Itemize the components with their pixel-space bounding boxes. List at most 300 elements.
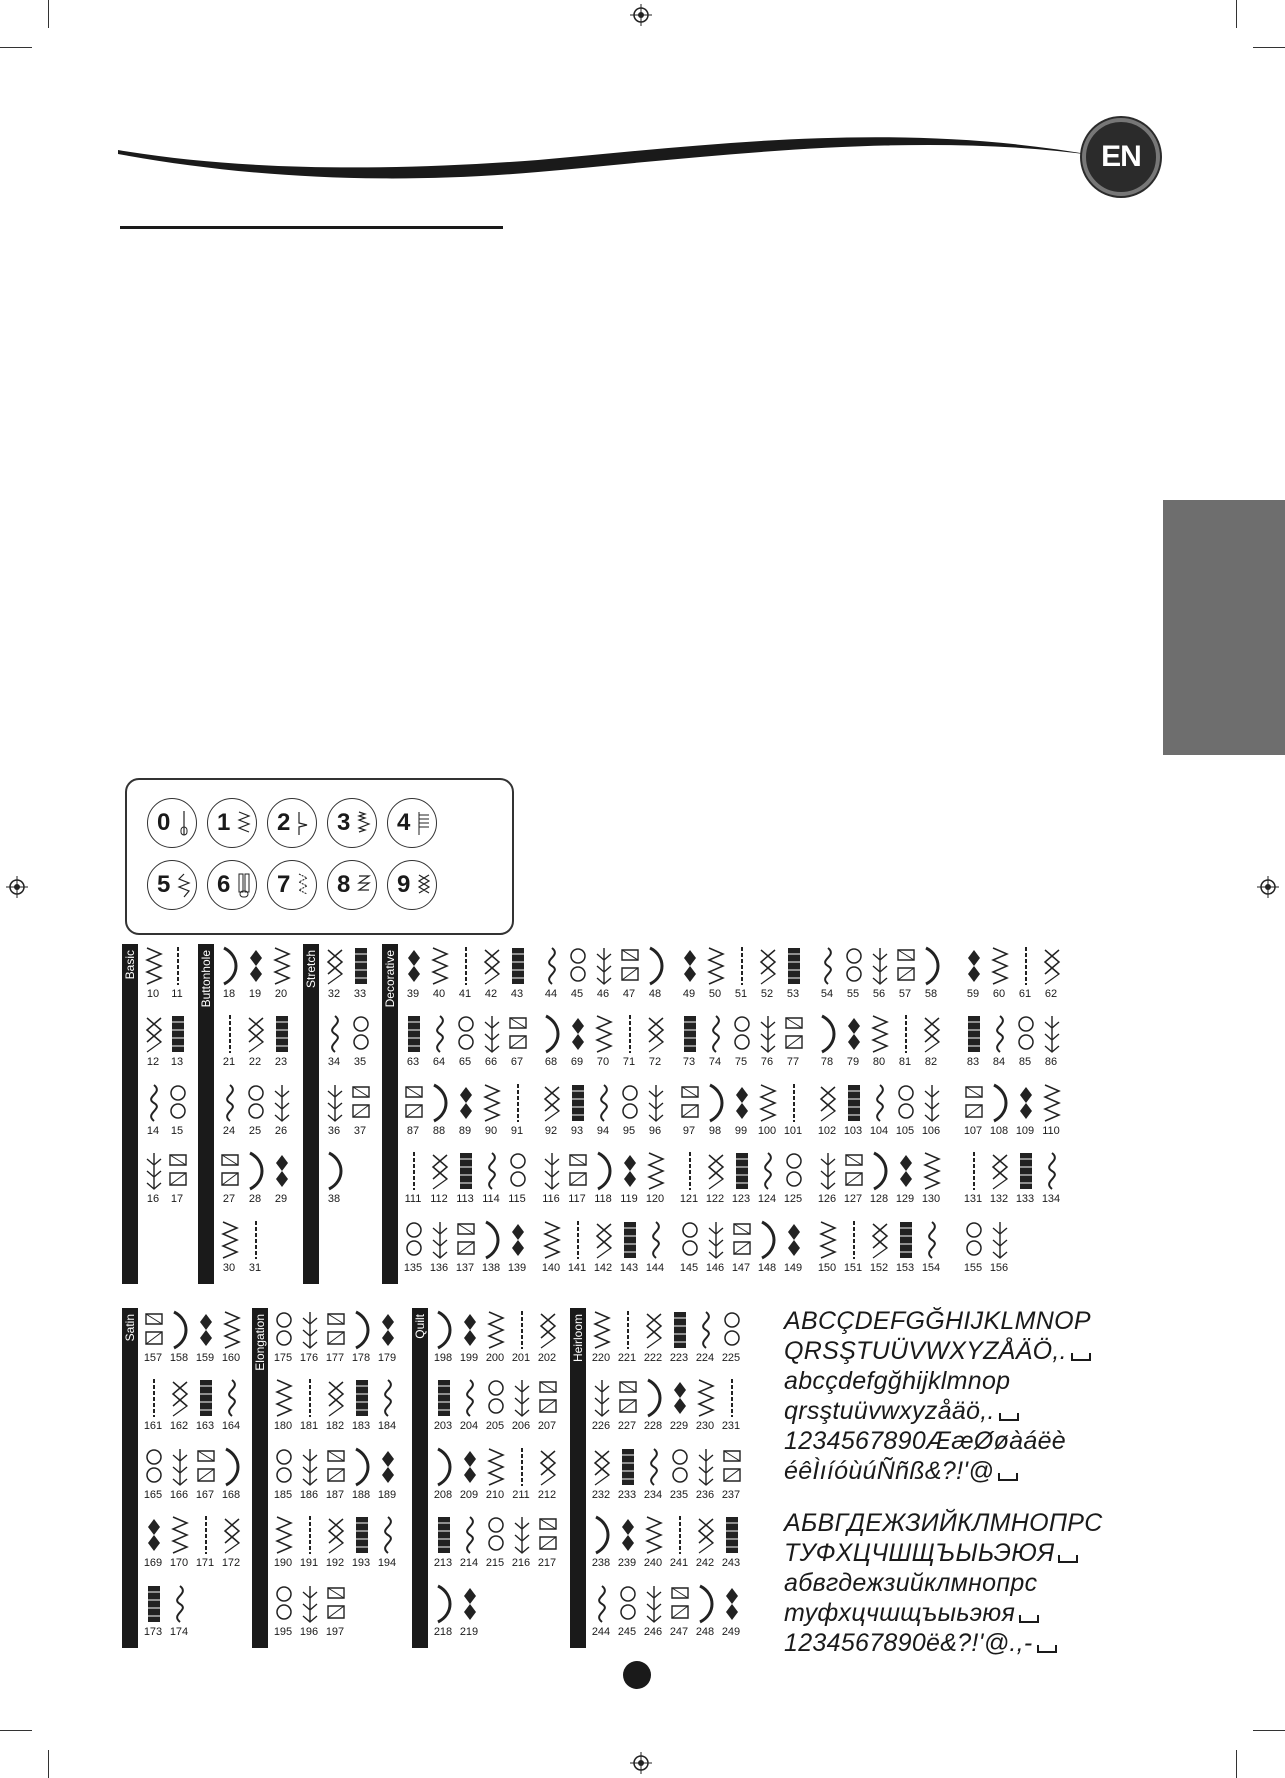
stitch-pattern-icon (696, 1310, 716, 1350)
dial-number: 7 (277, 871, 291, 898)
stitch-pattern-icon (326, 1310, 346, 1350)
stitch-number: 75 (734, 1056, 748, 1068)
stitch-number: 82 (924, 1056, 938, 1068)
category-label: Stretch (304, 950, 318, 989)
stitch-pattern-icon (922, 1083, 942, 1123)
stitch-pattern-194 (374, 1515, 400, 1573)
dial-number: 6 (217, 871, 231, 898)
stitch-number: 55 (846, 988, 860, 1000)
stitch-number: 163 (195, 1420, 215, 1432)
stitch-pattern-icon (512, 1447, 532, 1487)
alphabet-line (784, 1366, 1010, 1396)
stitch-pattern-icon (144, 946, 164, 986)
stitch-pattern-icon (1016, 1014, 1036, 1054)
stitch-pattern-125 (780, 1151, 806, 1209)
stitch-number: 23 (274, 1056, 288, 1068)
stitch-number: 125 (783, 1193, 803, 1205)
alphabet-line (784, 1628, 1057, 1658)
stitch-pattern-icon (620, 1220, 640, 1260)
stitch-pattern-icon (378, 1515, 398, 1555)
stitch-pattern-icon (670, 1447, 690, 1487)
stitch-number: 91 (510, 1125, 524, 1137)
stitch-number: 47 (622, 988, 636, 1000)
stitch-number: 238 (591, 1557, 611, 1569)
stitch-number: 158 (169, 1352, 189, 1364)
alphabet-line (784, 1568, 1037, 1598)
stitch-number: 230 (695, 1420, 715, 1432)
stitch-pattern-31 (242, 1220, 268, 1278)
stitch-pattern-168 (218, 1447, 244, 1505)
stitch-pattern-icon (434, 1515, 454, 1555)
stitch-pattern-202 (534, 1310, 560, 1368)
stitch-pattern-icon (460, 1310, 480, 1350)
stitch-number: 245 (617, 1626, 637, 1638)
stitch-number: 197 (325, 1626, 345, 1638)
stitch-number: 121 (679, 1193, 699, 1205)
stitch-number: 76 (760, 1056, 774, 1068)
space-symbol-icon (1019, 1615, 1039, 1623)
stitch-pattern-icon (351, 946, 371, 986)
stitch-pattern-icon (486, 1378, 506, 1418)
stitch-pattern-icon (512, 1378, 532, 1418)
stitch-number: 24 (222, 1125, 236, 1137)
stitch-pattern-249 (718, 1584, 744, 1642)
stitch-pattern-icon (680, 1083, 700, 1123)
stitch-pattern-72 (642, 1014, 668, 1072)
stitch-pattern-icon (246, 1014, 266, 1054)
stitch-pattern-207 (534, 1378, 560, 1436)
stitch-pattern-icon (272, 1014, 292, 1054)
stitch-number: 152 (869, 1262, 889, 1274)
registration-mark-icon (630, 1752, 652, 1774)
stitch-pattern-icon (144, 1083, 164, 1123)
stitch-pattern-icon (620, 1083, 640, 1123)
multi-zigzag-stitch-icon (355, 809, 373, 837)
stitch-pattern-icon (542, 1083, 562, 1123)
stitch-pattern-icon (644, 1515, 664, 1555)
category-label: Basic (123, 950, 137, 980)
stitch-pattern-icon (170, 1515, 190, 1555)
stitch-number: 120 (645, 1193, 665, 1205)
stitch-pattern-icon (1042, 1014, 1062, 1054)
stitch-pattern-icon (456, 1014, 476, 1054)
stitch-number: 167 (195, 1489, 215, 1501)
dial-number: 9 (397, 871, 411, 898)
stitch-number: 212 (537, 1489, 557, 1501)
stitch-pattern-icon (620, 1151, 640, 1191)
stitch-pattern-icon (430, 1220, 450, 1260)
stitch-pattern-icon (404, 946, 424, 986)
stitch-number: 200 (485, 1352, 505, 1364)
stitch-pattern-icon (620, 946, 640, 986)
dial-number: 4 (397, 809, 411, 836)
stitch-pattern-96 (642, 1083, 668, 1141)
stitch-pattern-icon (482, 1151, 502, 1191)
stitch-pattern-icon (568, 946, 588, 986)
stitch-pattern-91 (504, 1083, 530, 1141)
stitch-number: 218 (433, 1626, 453, 1638)
stitch-number: 221 (617, 1352, 637, 1364)
stitch-pattern-icon (274, 1447, 294, 1487)
stitch-number: 154 (921, 1262, 941, 1274)
stitch-pattern-icon (722, 1515, 742, 1555)
stitch-number: 129 (895, 1193, 915, 1205)
stitch-number: 88 (432, 1125, 446, 1137)
stitch-number: 201 (511, 1352, 531, 1364)
stitch-number: 170 (169, 1557, 189, 1569)
stitch-pattern-icon (896, 1220, 916, 1260)
stitch-pattern-icon (220, 1083, 240, 1123)
stitch-number: 185 (273, 1489, 293, 1501)
stitch-pattern-icon (646, 1151, 666, 1191)
stitch-pattern-icon (144, 1447, 164, 1487)
stitch-number: 226 (591, 1420, 611, 1432)
stitch-pattern-179 (374, 1310, 400, 1368)
stitch-pattern-icon (460, 1378, 480, 1418)
dial-position-2 (267, 798, 317, 848)
dial-position-1 (207, 798, 257, 848)
stitch-number: 203 (433, 1420, 453, 1432)
stitch-pattern-237 (718, 1447, 744, 1505)
alphabet-text: ТУФХЦЧШЩЪЫЬЭЮЯ (784, 1539, 1055, 1567)
stitch-pattern-icon (568, 1151, 588, 1191)
stitch-pattern-icon (144, 1014, 164, 1054)
stitch-number: 103 (843, 1125, 863, 1137)
stitch-number: 202 (537, 1352, 557, 1364)
stitch-number: 110 (1042, 1125, 1060, 1137)
stitch-number: 17 (170, 1193, 184, 1205)
stitch-number: 181 (299, 1420, 319, 1432)
stitch-number: 133 (1015, 1193, 1035, 1205)
stitch-pattern-icon (618, 1584, 638, 1624)
stitch-number: 101 (783, 1125, 803, 1137)
stitch-pattern-icon (1016, 946, 1036, 986)
stitch-pattern-icon (456, 1083, 476, 1123)
stitch-number: 235 (669, 1489, 689, 1501)
stitch-pattern-icon (644, 1584, 664, 1624)
stitch-number: 51 (734, 988, 748, 1000)
stitch-number: 215 (485, 1557, 505, 1569)
stitch-pattern-icon (732, 1083, 752, 1123)
alphabet-text: éêÌıíóùúÑñß&?!'@ (784, 1457, 995, 1485)
registration-mark-icon (1257, 876, 1279, 898)
stitch-dial-panel (125, 778, 514, 935)
alphabet-text: 1234567890ё&?!'@.,- (784, 1629, 1033, 1657)
stitch-number: 109 (1015, 1125, 1035, 1137)
stitch-number: 237 (721, 1489, 741, 1501)
stitch-pattern-icon (706, 1151, 726, 1191)
stitch-number: 195 (273, 1626, 293, 1638)
chapter-tab (1163, 500, 1285, 755)
stitch-pattern-icon (326, 1447, 346, 1487)
stitch-pattern-icon (222, 1515, 242, 1555)
stitch-pattern-101 (780, 1083, 806, 1141)
stitch-number: 244 (591, 1626, 611, 1638)
stitch-pattern-icon (568, 1014, 588, 1054)
stitch-pattern-icon (196, 1447, 216, 1487)
stitch-number: 178 (351, 1352, 371, 1364)
stitch-number: 128 (869, 1193, 889, 1205)
stitch-pattern-icon (246, 1220, 266, 1260)
stitch-pattern-icon (300, 1310, 320, 1350)
alphabet-text: QRSŞTUÜVWXYZÅÄÖ,. (784, 1337, 1067, 1365)
stitch-number: 248 (695, 1626, 715, 1638)
stitch-pattern-icon (168, 946, 188, 986)
stitch-pattern-icon (706, 1014, 726, 1054)
stitch-number: 131 (963, 1193, 983, 1205)
stitch-pattern-icon (1016, 1083, 1036, 1123)
stitch-number: 220 (591, 1352, 611, 1364)
stitch-number: 138 (481, 1262, 501, 1274)
overlock-stitch-icon (415, 809, 433, 837)
stitch-pattern-icon (460, 1515, 480, 1555)
stitch-number: 48 (648, 988, 662, 1000)
stitch-pattern-217 (534, 1515, 560, 1573)
stitch-pattern-139 (504, 1220, 530, 1278)
stitch-pattern-icon (378, 1310, 398, 1350)
stitch-pattern-icon (352, 1378, 372, 1418)
stitch-pattern-icon (170, 1310, 190, 1350)
alphabet-text: abcçdefgğhijklmnop (784, 1367, 1011, 1395)
alphabet-line (784, 1508, 1103, 1538)
stitch-number: 241 (669, 1557, 689, 1569)
crop-mark (1253, 1730, 1285, 1731)
stitch-number: 108 (989, 1125, 1009, 1137)
stitch-pattern-icon (844, 1014, 864, 1054)
stitch-pattern-icon (758, 946, 778, 986)
stitch-pattern-icon (784, 1151, 804, 1191)
stitch-pattern-26 (268, 1083, 294, 1141)
stitch-pattern-icon (990, 1014, 1010, 1054)
stitch-pattern-icon (482, 1014, 502, 1054)
stitch-pattern-icon (542, 1220, 562, 1260)
stitch-number: 179 (377, 1352, 397, 1364)
feather-stitch-icon (175, 871, 193, 899)
crop-mark (0, 1730, 32, 1731)
stitch-pattern-icon (508, 1151, 528, 1191)
alphabet-text: абвгдежзийклмнопрс (784, 1569, 1038, 1597)
stitch-pattern-icon (542, 946, 562, 986)
stitch-number: 90 (484, 1125, 498, 1137)
stitch-number: 136 (429, 1262, 449, 1274)
stitch-pattern-149 (780, 1220, 806, 1278)
page-number-dot (623, 1661, 651, 1689)
stitch-number: 100 (757, 1125, 777, 1137)
stitch-number: 153 (895, 1262, 915, 1274)
stitch-pattern-icon (144, 1584, 164, 1624)
stitch-pattern-icon (482, 1083, 502, 1123)
stitch-number: 177 (325, 1352, 345, 1364)
stitch-pattern-120 (642, 1151, 668, 1209)
stitch-pattern-icon (325, 1083, 345, 1123)
crop-mark (0, 47, 32, 48)
stitch-pattern-icon (844, 1220, 864, 1260)
stitch-number: 216 (511, 1557, 531, 1569)
dial-position-3 (327, 798, 377, 848)
stitch-number: 27 (222, 1193, 236, 1205)
alphabet-line (784, 1456, 1018, 1486)
stitch-pattern-icon (844, 1083, 864, 1123)
stitch-pattern-icon (222, 1378, 242, 1418)
stitch-pattern-icon (870, 946, 890, 986)
stitch-number: 18 (222, 988, 236, 1000)
stitch-number: 22 (248, 1056, 262, 1068)
stitch-pattern-icon (990, 1220, 1010, 1260)
stitch-pattern-106 (918, 1083, 944, 1141)
stitch-pattern-icon (732, 946, 752, 986)
stitch-number: 62 (1044, 988, 1058, 1000)
stitch-pattern-icon (964, 1014, 984, 1054)
stitch-pattern-62 (1038, 946, 1064, 1004)
stitch-pattern-icon (196, 1515, 216, 1555)
stitch-pattern-icon (170, 1584, 190, 1624)
stitch-number: 132 (989, 1193, 1009, 1205)
stitch-pattern-icon (964, 1151, 984, 1191)
stitch-number: 61 (1018, 988, 1032, 1000)
stitch-number: 54 (820, 988, 834, 1000)
stitch-pattern-130 (918, 1151, 944, 1209)
stitch-pattern-icon (644, 1378, 664, 1418)
stitch-number: 92 (544, 1125, 558, 1137)
stitch-number: 36 (327, 1125, 341, 1137)
stitch-pattern-icon (542, 1151, 562, 1191)
stitch-pattern-33 (347, 946, 373, 1004)
stitch-number: 191 (299, 1557, 319, 1569)
stitch-pattern-icon (352, 1310, 372, 1350)
stitch-pattern-icon (512, 1310, 532, 1350)
stitch-number: 192 (325, 1557, 345, 1569)
stitch-pattern-icon (722, 1447, 742, 1487)
stitch-pattern-icon (670, 1515, 690, 1555)
blind-hem-stitch-icon (295, 809, 313, 837)
stitch-number: 114 (482, 1193, 500, 1205)
stitch-pattern-icon (568, 1083, 588, 1123)
dial-number: 5 (157, 871, 171, 898)
stitch-number: 193 (351, 1557, 371, 1569)
stitch-number: 78 (820, 1056, 834, 1068)
stitch-pattern-37 (347, 1083, 373, 1141)
stitch-number: 227 (617, 1420, 637, 1432)
stitch-number: 180 (273, 1420, 293, 1432)
stitch-pattern-icon (594, 1151, 614, 1191)
stitch-number: 243 (721, 1557, 741, 1569)
stitch-pattern-icon (300, 1447, 320, 1487)
stitch-pattern-icon (300, 1515, 320, 1555)
stitch-pattern-icon (784, 1083, 804, 1123)
dial-position-6 (207, 860, 257, 910)
stitch-pattern-29 (268, 1151, 294, 1209)
category-label: Heirloom (571, 1314, 585, 1363)
stitch-pattern-15 (164, 1083, 190, 1141)
stitch-number: 175 (273, 1352, 293, 1364)
stitch-pattern-icon (594, 1083, 614, 1123)
stitch-pattern-icon (326, 1378, 346, 1418)
stitch-number: 159 (195, 1352, 215, 1364)
stitch-pattern-icon (538, 1447, 558, 1487)
stitch-number: 209 (459, 1489, 479, 1501)
alphabet-text: АБВГДЕЖЗИЙКЛМНОПРС (784, 1509, 1103, 1537)
stitch-number: 236 (695, 1489, 715, 1501)
stitch-number: 35 (353, 1056, 367, 1068)
stitch-number: 58 (924, 988, 938, 1000)
stitch-number: 68 (544, 1056, 558, 1068)
stitch-number: 174 (169, 1626, 189, 1638)
stitch-number: 146 (705, 1262, 725, 1274)
stitch-pattern-icon (592, 1584, 612, 1624)
stitch-number: 31 (248, 1262, 262, 1274)
stitch-number: 176 (299, 1352, 319, 1364)
stitch-pattern-icon (818, 1014, 838, 1054)
shell-stitch-icon (355, 871, 373, 899)
stitch-pattern-icon (404, 1014, 424, 1054)
stitch-pattern-17 (164, 1151, 190, 1209)
stitch-number: 224 (695, 1352, 715, 1364)
stitch-number: 139 (507, 1262, 527, 1274)
stitch-number: 115 (508, 1193, 526, 1205)
stitch-pattern-icon (351, 1083, 371, 1123)
stitch-number: 21 (222, 1056, 236, 1068)
stitch-number: 102 (817, 1125, 837, 1137)
stitch-number: 168 (221, 1489, 241, 1501)
stitch-number: 72 (648, 1056, 662, 1068)
stitch-number: 183 (351, 1420, 371, 1432)
stitch-number: 99 (734, 1125, 748, 1137)
stitch-number: 194 (377, 1557, 397, 1569)
stitch-number: 98 (708, 1125, 722, 1137)
stitch-number: 28 (248, 1193, 262, 1205)
stitch-number: 14 (146, 1125, 160, 1137)
crop-mark (48, 1750, 49, 1778)
stitch-pattern-184 (374, 1378, 400, 1436)
stitch-pattern-icon (818, 1151, 838, 1191)
alphabet-line (784, 1426, 1066, 1456)
stitch-number: 10 (146, 988, 160, 1000)
stitch-pattern-icon (990, 946, 1010, 986)
stitch-pattern-icon (434, 1378, 454, 1418)
stitch-pattern-icon (538, 1515, 558, 1555)
stitch-number: 173 (143, 1626, 163, 1638)
stitch-pattern-icon (404, 1151, 424, 1191)
stitch-pattern-icon (326, 1515, 346, 1555)
stitch-pattern-icon (758, 1220, 778, 1260)
stitch-pattern-icon (568, 1220, 588, 1260)
stitch-pattern-231 (718, 1378, 744, 1436)
stitch-pattern-icon (246, 1151, 266, 1191)
stitch-number: 122 (705, 1193, 725, 1205)
stitch-number: 148 (757, 1262, 777, 1274)
stitch-pattern-144 (642, 1220, 668, 1278)
stitch-number: 52 (760, 988, 774, 1000)
stitch-pattern-219 (456, 1584, 482, 1642)
stitch-pattern-160 (218, 1310, 244, 1368)
stitch-number: 157 (143, 1352, 163, 1364)
header-swoosh (118, 120, 1098, 190)
dial-number: 8 (337, 871, 351, 898)
stitch-number: 79 (846, 1056, 860, 1068)
stitch-number: 69 (570, 1056, 584, 1068)
stitch-pattern-icon (274, 1310, 294, 1350)
stitch-pattern-icon (1042, 946, 1062, 986)
stitch-number: 11 (171, 988, 183, 1000)
stitch-number: 135 (403, 1262, 423, 1274)
stitch-pattern-icon (378, 1378, 398, 1418)
stitch-number: 205 (485, 1420, 505, 1432)
stitch-pattern-icon (274, 1584, 294, 1624)
stitch-pattern-icon (168, 1083, 188, 1123)
stitch-pattern-icon (646, 1083, 666, 1123)
stitch-number: 105 (895, 1125, 915, 1137)
stitch-pattern-icon (896, 1151, 916, 1191)
